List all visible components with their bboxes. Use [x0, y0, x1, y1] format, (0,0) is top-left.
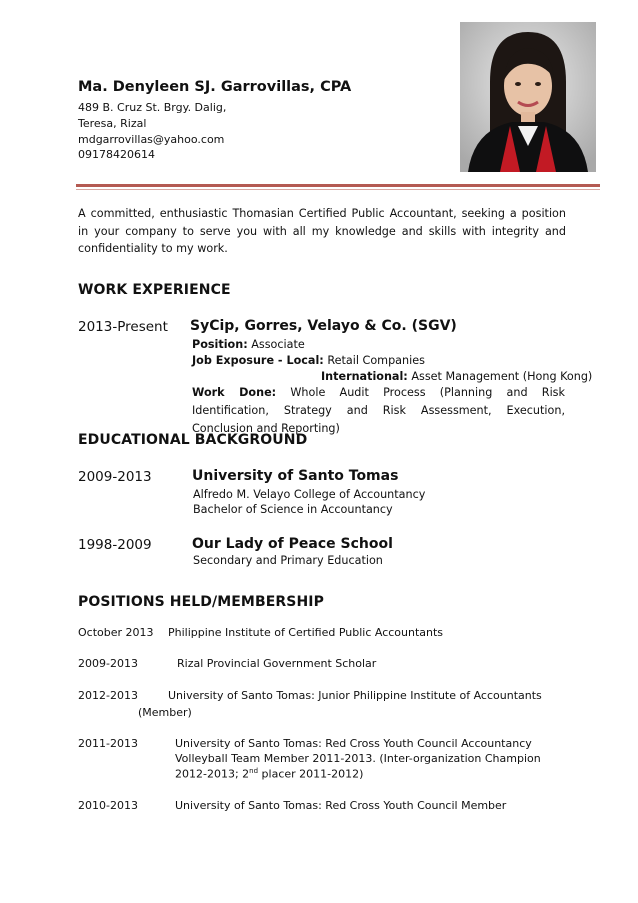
- education-date: 1998-2009: [78, 537, 152, 553]
- position-date: 2010-2013: [78, 799, 138, 812]
- position-date: 2012-2013: [78, 689, 138, 702]
- work-done: [192, 384, 565, 438]
- position-date: October 2013: [78, 626, 154, 639]
- email-address: mdgarrovillas@yahoo.com: [78, 133, 225, 146]
- address-line-2: Teresa, Rizal: [78, 117, 147, 130]
- work-position: [192, 338, 305, 351]
- work-done-value: Whole Audit Process (Planning and Risk Identification, Strategy and Risk Assessment, Execution, Conclusion and Reporting): [192, 386, 565, 435]
- position-label: Position:: [192, 338, 248, 351]
- work-date: 2013-Present: [78, 319, 168, 335]
- education-college: Alfredo M. Velayo College of Accountancy: [193, 488, 426, 501]
- address-line-1: 489 B. Cruz St. Brgy. Dalig,: [78, 101, 227, 114]
- position-value: Associate: [251, 338, 305, 351]
- work-done-label: Work Done:: [192, 386, 277, 399]
- ordinal-superscript: nd: [249, 767, 259, 775]
- profile-photo: [460, 22, 596, 172]
- position-text: University of Santo Tomas: Junior Philippine Institute of Accountants: [168, 689, 542, 702]
- objective-text: A committed, enthusiastic Thomasian Certified Public Accountant, seeking a position in your company to serve you with all my knowledge and skills with integrity and confidentiality to my work.: [78, 207, 566, 255]
- education-level: Secondary and Primary Education: [193, 554, 383, 567]
- position-text: University of Santo Tomas: Red Cross Youth Council Member: [175, 799, 507, 812]
- position-text: Philippine Institute of Certified Public Accountants: [168, 626, 444, 639]
- education-degree: Bachelor of Science in Accountancy: [193, 503, 393, 516]
- position-text-cont: [175, 767, 363, 781]
- resume-name: Ma. Denyleen SJ. Garrovillas, CPA: [78, 79, 352, 95]
- work-experience-heading: WORK EXPERIENCE: [78, 282, 231, 298]
- phone-number: 09178420614: [78, 148, 155, 161]
- positions-heading: POSITIONS HELD/MEMBERSHIP: [78, 594, 324, 610]
- position-text-cont: Volleyball Team Member 2011-2013. (Inter-organization Champion: [175, 752, 541, 765]
- exposure-label: Job Exposure - Local:: [192, 354, 324, 367]
- position-text: University of Santo Tomas: Red Cross Youth Council Accountancy: [175, 737, 532, 750]
- work-company: SyCip, Gorres, Velayo & Co. (SGV): [190, 318, 457, 334]
- education-heading: EDUCATIONAL BACKGROUND: [78, 432, 308, 448]
- education-school: University of Santo Tomas: [192, 468, 399, 484]
- work-exposure-international: [321, 370, 592, 383]
- position-text-3a: 2012-2013; 2: [175, 767, 250, 781]
- position-text-3b: placer 2011-2012): [258, 767, 364, 781]
- position-text-cont: (Member): [138, 706, 192, 719]
- header-divider-shadow: [76, 189, 600, 190]
- work-exposure-local: [192, 354, 425, 367]
- education-date: 2009-2013: [78, 469, 152, 485]
- position-date: 2009-2013: [78, 657, 138, 670]
- position-date: 2011-2013: [78, 737, 138, 750]
- position-text: Rizal Provincial Government Scholar: [177, 657, 377, 670]
- exposure-local-value: Retail Companies: [327, 354, 425, 367]
- education-school: Our Lady of Peace School: [192, 536, 393, 552]
- header-divider: [76, 184, 600, 187]
- international-value: Asset Management (Hong Kong): [411, 370, 593, 383]
- international-label: International:: [321, 370, 408, 383]
